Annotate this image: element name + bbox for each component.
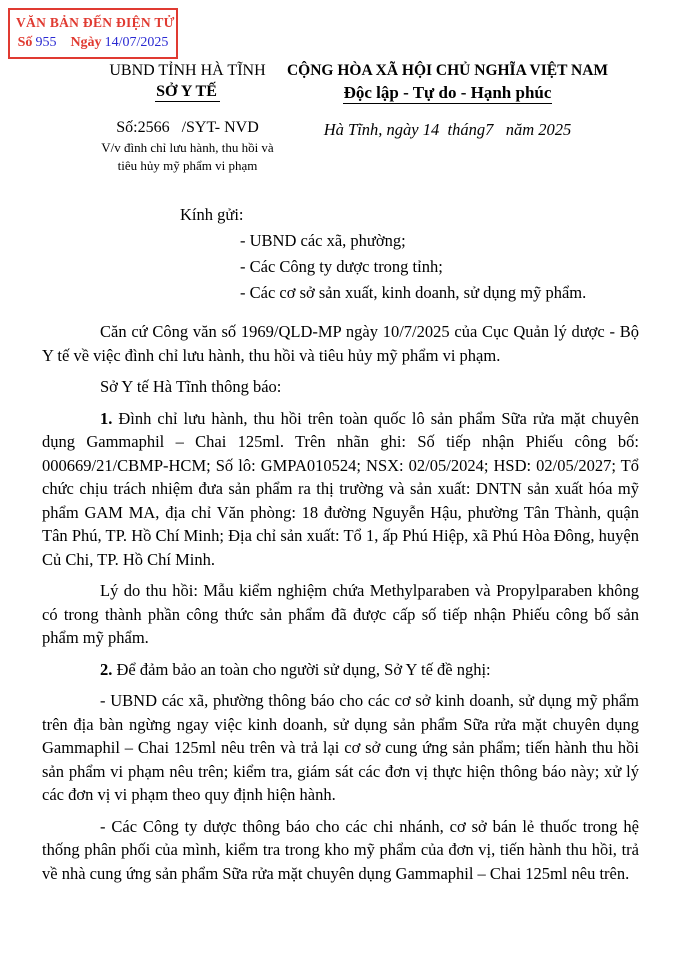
paragraph-text: Để đảm bảo an toàn cho người sử dụng, Sở Y tế đề nghị:	[112, 659, 491, 679]
body-paragraph	[42, 375, 639, 399]
letterhead	[0, 60, 681, 178]
document-number: Số:2566 /SYT- NVD	[116, 119, 259, 136]
agency-name-text: SỞ Y TẾ	[155, 83, 220, 102]
body-paragraph	[42, 815, 639, 886]
recipient-item: - Các Công ty dược trong tỉnh;	[240, 257, 443, 276]
recipient-item: - UBND các xã, phường;	[240, 231, 406, 250]
body-paragraph	[42, 658, 639, 682]
paragraph-text: - UBND các xã, phường thông báo cho các cơ sở kinh doanh, sử dụng mỹ phẩm trên địa bàn ngừng ngay việc kinh doanh, sử dụng sản phẩm Sữa rửa mặt chuyên dụng Gammaphil – Chai 125ml nêu trên và trả lại cơ sở cung ứng sản phẩm; tiến hành thu hồi sản phẩm vi phạm nêu trên; kiểm tra, giám sát các đơn vị thực hiện thông báo này; xử lý các đơn vị vi phạm theo quy định hiện hành.	[42, 691, 639, 804]
body-paragraph	[42, 579, 639, 650]
national-motto-text: Độc lập - Tự do - Hạnh phúc	[343, 83, 552, 102]
national-header-block	[280, 60, 615, 140]
stamp-date-label: Ngày	[70, 35, 102, 50]
body-paragraph	[42, 407, 639, 572]
stamp-title: VĂN BẢN ĐẾN ĐIỆN TỬ	[16, 15, 175, 30]
place-and-date-line: Hà Tĩnh, ngày 14 tháng7 năm 2025	[323, 120, 572, 139]
paragraph-text: - Các Công ty dược thông báo cho các chi nhánh, cơ sở bán lẻ thuốc trong hệ thống phân phối của mình, kiểm tra trong kho mỹ phẩm của đơn vị, tiến hành thu hồi, trả về nhà cung ứng sản phẩm Sữa rửa mặt chuyên dụng Gammaphil – Chai 125ml nêu trên.	[42, 816, 639, 883]
paragraph-lead: 1.	[100, 408, 113, 428]
paragraph-text: Đình chỉ lưu hành, thu hồi trên toàn quốc lô sản phẩm Sữa rửa mặt chuyên dụng Gammaphil – Chai 125ml. Trên nhãn ghi: Số tiếp nhận Phiếu công bố: 000669/21/CBMP-HCM; Số lô: GMPA010524; NSX: 02/05/2024; HSD: 02/05/2027; Tổ chức chịu trách nhiệm đưa sản phẩm ra thị trường và sản xuất: DNTN sản xuất hóa mỹ phẩm GAM MA, địa chỉ Văn phòng: 18 đường Nguyễn Hậu, phường Tân Thành, quận Tân Phú, TP. Hồ Chí Minh; Địa chỉ sản xuất: Tổ 1, ấp Phú Hiệp, xã Phú Hòa Đông, huyện Củ Chi, TP. Hồ Chí Minh.	[42, 408, 639, 569]
document-subject-line1: V/v đình chỉ lưu hành, thu hồi và	[101, 140, 274, 155]
salutation-section	[42, 202, 639, 306]
paragraph-lead: 2.	[100, 659, 113, 679]
paragraph-text: Lý do thu hồi: Mẫu kiểm nghiệm chứa Methylparaben và Propylparaben không có trong thành phần công thức sản phẩm đã được cấp số tiếp nhận Phiếu công bố sản phẩm mỹ phẩm.	[42, 581, 639, 647]
body-paragraph	[42, 689, 639, 807]
body-paragraph	[42, 320, 639, 367]
recipient-item: - Các cơ sở sản xuất, kinh doanh, sử dụng mỹ phẩm.	[240, 283, 587, 302]
paragraph-text: Căn cứ Công văn số 1969/QLD-MP ngày 10/7/2025 của Cục Quản lý dược - Bộ Y tế về việc đình chỉ lưu hành, thu hồi và tiêu hủy mỹ phẩm vi phạm.	[42, 322, 639, 365]
incoming-document-stamp	[8, 8, 178, 59]
document-body	[42, 320, 639, 885]
stamp-number-date-row	[16, 35, 170, 51]
paragraph-text: Sở Y tế Hà Tĩnh thông báo:	[100, 377, 282, 396]
national-motto	[280, 81, 615, 104]
stamp-number-label: Số	[17, 35, 33, 50]
recipient-list	[240, 228, 639, 306]
national-title: CỘNG HÒA XÃ HỘI CHỦ NGHĨA VIỆT NAM	[286, 62, 609, 79]
salutation-label: Kính gửi:	[180, 205, 244, 224]
stamp-number-value: 955	[35, 35, 57, 50]
stamp-date-value: 14/07/2025	[104, 35, 169, 50]
parent-agency-name: UBND TỈNH HÀ TĨNH	[109, 62, 266, 79]
document-subject-line2: tiêu hủy mỹ phẩm vi phạm	[117, 157, 258, 173]
